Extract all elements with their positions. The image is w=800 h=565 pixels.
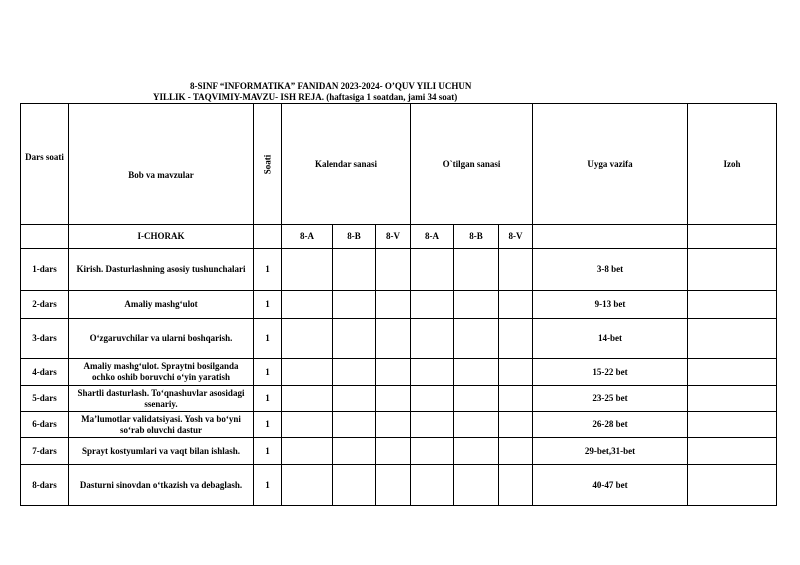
izoh-cell: [688, 319, 777, 359]
lesson-number: 6-dars: [21, 412, 69, 438]
otilgan-8a-cell: [411, 465, 454, 506]
header-soati: Soati: [254, 104, 282, 225]
otilgan-8a-cell: [411, 412, 454, 438]
class-label: 8-B: [454, 225, 499, 249]
lesson-number: 7-dars: [21, 438, 69, 465]
header-row: [21, 104, 777, 225]
lesson-hours: 1: [254, 386, 282, 412]
kalendar-8b-cell: [333, 465, 376, 506]
kalendar-8b-cell: [333, 412, 376, 438]
lesson-topic: Shartli dasturlash. To‘qnashuvlar asosidagi ssenariy.: [69, 386, 254, 412]
kalendar-8a-cell: [282, 291, 333, 319]
kalendar-8v-cell: [376, 438, 411, 465]
otilgan-8b-cell: [454, 438, 499, 465]
otilgan-8v-cell: [499, 412, 533, 438]
otilgan-8v-cell: [499, 386, 533, 412]
lesson-number: 4-dars: [21, 359, 69, 386]
lesson-number: 5-dars: [21, 386, 69, 412]
otilgan-8v-cell: [499, 465, 533, 506]
lesson-topic: Amaliy mashg‘ulot: [69, 291, 254, 319]
izoh-cell: [688, 386, 777, 412]
lesson-topic: Kirish. Dasturlashning asosiy tushunchalari: [69, 249, 254, 291]
kalendar-8b-cell: [333, 386, 376, 412]
kalendar-8v-cell: [376, 412, 411, 438]
kalendar-8a-cell: [282, 359, 333, 386]
izoh-cell: [688, 291, 777, 319]
kalendar-8a-cell: [282, 319, 333, 359]
lesson-hours: 1: [254, 412, 282, 438]
kalendar-8v-cell: [376, 291, 411, 319]
table-row: [21, 249, 777, 291]
otilgan-8v-cell: [499, 249, 533, 291]
lesson-hours: 1: [254, 249, 282, 291]
class-label: 8-B: [333, 225, 376, 249]
otilgan-8b-cell: [454, 412, 499, 438]
document-subtitle: YILLIK - TAQVIMIY-MAVZU- ISH REJA. (haftasiga 1 soatdan, jami 34 soat): [153, 92, 458, 102]
otilgan-8a-cell: [411, 291, 454, 319]
otilgan-8b-cell: [454, 291, 499, 319]
izoh-cell: [688, 438, 777, 465]
table-row: [21, 319, 777, 359]
otilgan-8b-cell: [454, 386, 499, 412]
lesson-number: 3-dars: [21, 319, 69, 359]
chorak-row: [21, 225, 777, 249]
kalendar-8v-cell: [376, 386, 411, 412]
homework: 14-bet: [533, 319, 688, 359]
homework: 29-bet,31-bet: [533, 438, 688, 465]
lesson-hours: 1: [254, 319, 282, 359]
table-row: [21, 359, 777, 386]
table-row: [21, 412, 777, 438]
otilgan-8a-cell: [411, 249, 454, 291]
header-izoh: Izoh: [688, 104, 777, 225]
homework: 23-25 bet: [533, 386, 688, 412]
lesson-topic: O‘zgaruvchilar va ularni boshqarish.: [69, 319, 254, 359]
kalendar-8a-cell: [282, 438, 333, 465]
lesson-hours: 1: [254, 438, 282, 465]
header-dars-soati: Dars soati: [21, 104, 69, 225]
class-label: 8-V: [499, 225, 533, 249]
otilgan-8v-cell: [499, 291, 533, 319]
otilgan-8v-cell: [499, 359, 533, 386]
kalendar-8v-cell: [376, 465, 411, 506]
kalendar-8b-cell: [333, 249, 376, 291]
header-uyga-vazifa: Uyga vazifa: [533, 104, 688, 225]
otilgan-8b-cell: [454, 249, 499, 291]
plan-table: [20, 103, 777, 506]
kalendar-8v-cell: [376, 319, 411, 359]
homework: 40-47 bet: [533, 465, 688, 506]
lesson-number: 2-dars: [21, 291, 69, 319]
header-otilgan-sanasi: O`tilgan sanasi: [411, 104, 533, 225]
homework: 3-8 bet: [533, 249, 688, 291]
lesson-number: 8-dars: [21, 465, 69, 506]
otilgan-8a-cell: [411, 386, 454, 412]
kalendar-8v-cell: [376, 249, 411, 291]
lesson-hours: 1: [254, 465, 282, 506]
homework: 15-22 bet: [533, 359, 688, 386]
kalendar-8b-cell: [333, 319, 376, 359]
kalendar-8b-cell: [333, 359, 376, 386]
lesson-hours: 1: [254, 291, 282, 319]
otilgan-8a-cell: [411, 319, 454, 359]
kalendar-8b-cell: [333, 291, 376, 319]
header-kalendar-sanasi: Kalendar sanasi: [282, 104, 411, 225]
class-label: 8-V: [376, 225, 411, 249]
lesson-topic: Amaliy mashg‘ulot. Spraytni bosilganda ochko oshib boruvchi o‘yin yaratish: [69, 359, 254, 386]
otilgan-8b-cell: [454, 465, 499, 506]
otilgan-8b-cell: [454, 319, 499, 359]
lesson-topic: Ma’lumotlar validatsiyasi. Yosh va bo‘yni so‘rab oluvchi dastur: [69, 412, 254, 438]
lesson-hours: 1: [254, 359, 282, 386]
table-row: [21, 438, 777, 465]
izoh-cell: [688, 249, 777, 291]
kalendar-8a-cell: [282, 412, 333, 438]
izoh-cell: [688, 465, 777, 506]
izoh-cell: [688, 412, 777, 438]
kalendar-8b-cell: [333, 438, 376, 465]
lesson-number: 1-dars: [21, 249, 69, 291]
class-label: 8-A: [282, 225, 333, 249]
class-label: 8-A: [411, 225, 454, 249]
otilgan-8a-cell: [411, 359, 454, 386]
otilgan-8v-cell: [499, 319, 533, 359]
lesson-topic: Sprayt kostyumlari va vaqt bilan ishlash.: [69, 438, 254, 465]
header-bob-va-mavzular: Bob va mavzular: [69, 104, 254, 225]
document-title: 8-SINF “INFORMATIKA” FANIDAN 2023-2024- O’QUV YILI UCHUN: [190, 81, 472, 91]
otilgan-8v-cell: [499, 438, 533, 465]
izoh-cell: [688, 359, 777, 386]
chorak-label: I-CHORAK: [69, 225, 254, 249]
otilgan-8b-cell: [454, 359, 499, 386]
table-row: [21, 291, 777, 319]
homework: 26-28 bet: [533, 412, 688, 438]
table-row: [21, 386, 777, 412]
kalendar-8a-cell: [282, 249, 333, 291]
kalendar-8v-cell: [376, 359, 411, 386]
otilgan-8a-cell: [411, 438, 454, 465]
kalendar-8a-cell: [282, 465, 333, 506]
table-row: [21, 465, 777, 506]
lesson-topic: Dasturni sinovdan o‘tkazish va debaglash.: [69, 465, 254, 506]
kalendar-8a-cell: [282, 386, 333, 412]
homework: 9-13 bet: [533, 291, 688, 319]
